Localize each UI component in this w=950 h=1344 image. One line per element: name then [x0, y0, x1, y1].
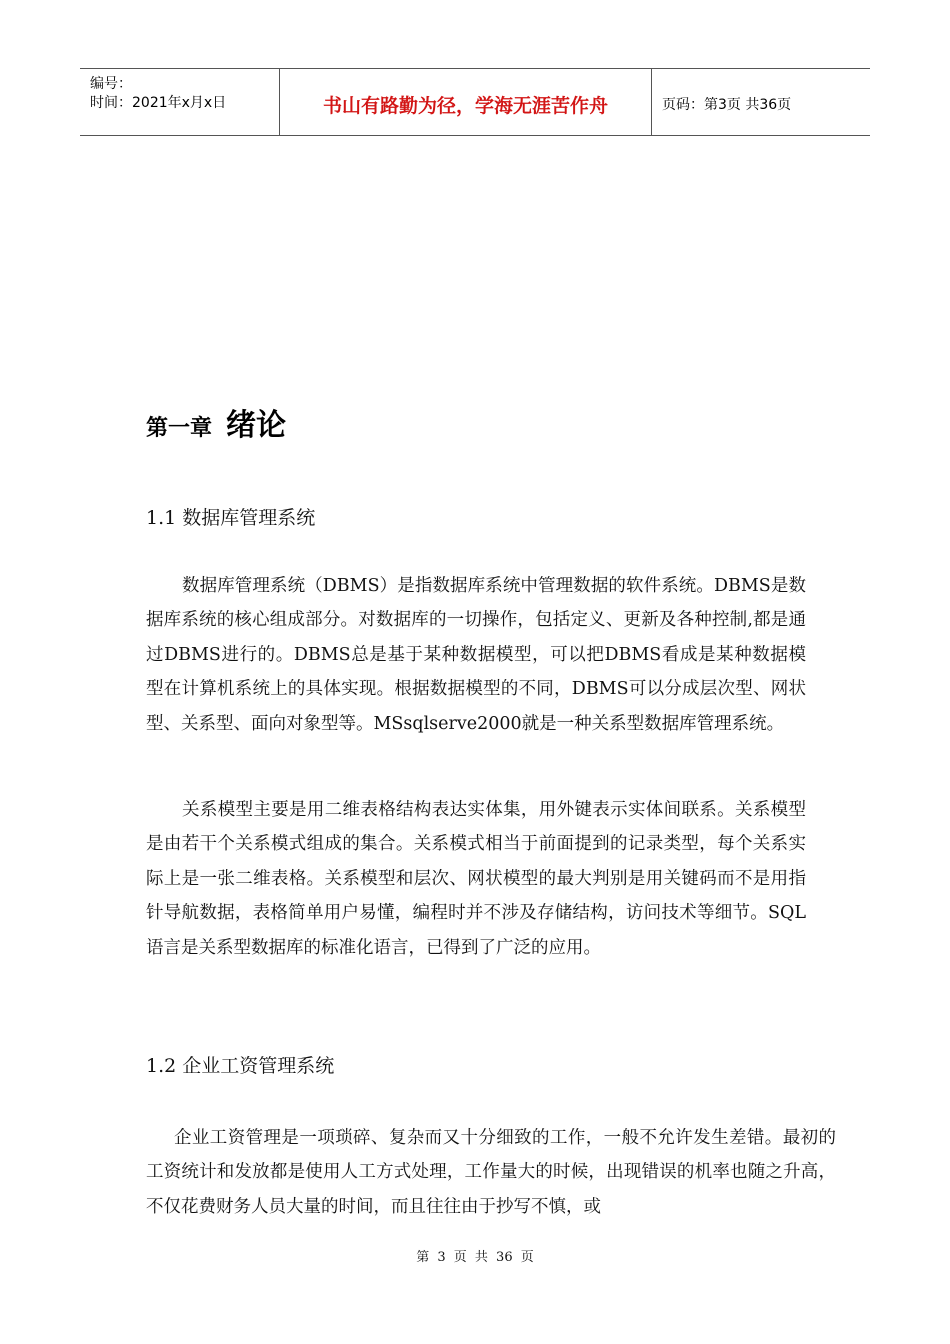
paragraph-dbms: 数据库管理系统（DBMS）是指数据库系统中管理数据的软件系统。DBMS是数据库系统的核心组成部分。对数据库的一切操作，包括定义、更新及各种控制,都是通过DBMS进行的。DBMS总是基于某种数据模型，可以把DBMS看成是某种数据模型在计算机系统上的具体实现。根据数据模型的不同，DBMS可以分成层次型、网状型、关系型、面向对象型等。MSsqlserve2000就是一种关系型数据库管理系统。 — [146, 576, 806, 734]
section-title-1-2: 1.2 企业工资管理系统 — [146, 1055, 335, 1077]
document-date: 时间：2021年x月x日 — [90, 95, 227, 111]
paragraph-payroll: 企业工资管理是一项琐碎、复杂而又十分细致的工作，一般不允许发生差错。最初的工资统计和发放都是使用人工方式处理，工作量大的时候，出现错误的机率也随之升高，不仅花费财务人员大量的时间，而且往往由于抄写不慎，或 — [146, 1128, 836, 1217]
page-header — [80, 68, 870, 136]
header-motto: 书山有路勤为径，学海无涯苦作舟 — [322, 95, 608, 117]
paragraph-relational-model: 关系模型主要是用二维表格结构表达实体集，用外键表示实体间联系。关系模型是由若干个关系模式组成的集合。关系模式相当于前面提到的记录类型，每个关系实际上是一张二维表格。关系模型和层次、网状模型的最大判别是用关键码而不是用指针导航数据，表格简单用户易懂，编程时并不涉及存储结构，访问技术等细节。SQL语言是关系型数据库的标准化语言，已得到了广泛的应用。 — [146, 800, 806, 958]
header-page-info: 页码：第3页 共36页 — [662, 97, 792, 113]
page-footer: 第 3 页 共 36 页 — [416, 1250, 534, 1265]
document-number-label: 编号： — [90, 76, 132, 92]
header-meta-cell — [80, 69, 280, 135]
chapter-title: 绪论 — [226, 408, 287, 443]
chapter-heading — [146, 400, 286, 444]
chapter-number: 第一章 — [146, 416, 213, 441]
section-title-1-1: 1.1 数据库管理系统 — [146, 507, 316, 529]
header-page-cell — [652, 69, 870, 135]
header-motto-cell — [280, 69, 652, 135]
